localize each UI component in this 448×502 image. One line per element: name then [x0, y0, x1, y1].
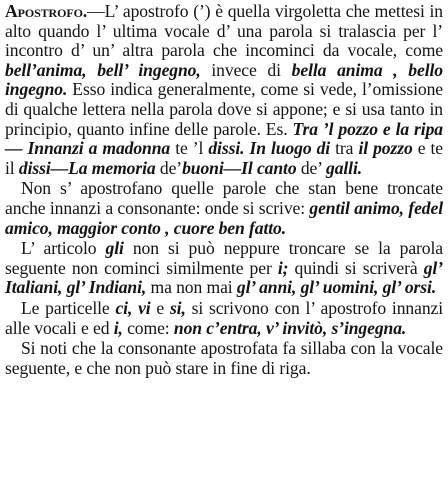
paragraph-articolo-gli	[5, 239, 443, 298]
text-run: e te il	[5, 138, 443, 178]
emphasized-text: bell’anima, bell’ ingegno,	[5, 59, 201, 80]
emphasized-text: bella anima , bello ingegno.	[5, 59, 443, 100]
emphasized-text: il pozzo	[358, 138, 413, 159]
emphasized-text: gl’ Italiani, gl’ Indiani,	[5, 257, 443, 298]
paragraph-particelle	[5, 299, 443, 338]
text-run: Non s’ apostrofano quelle parole che stan bene troncate anche innanzi a consonante: onde si scrive:	[5, 178, 443, 218]
section-heading: Apostrofo.	[5, 1, 88, 21]
emphasized-text: Tra ’l pozzo e la ripa — Innanzi a madonna	[5, 118, 443, 159]
paragraph-sillaba-note	[5, 339, 443, 378]
text-run: non si può neppure troncare se la parola seguente non cominci similmente per	[5, 238, 443, 278]
text-run: e	[150, 297, 170, 318]
paragraph-troncate-words	[5, 179, 443, 238]
emphasized-text: ci, vi	[115, 297, 151, 318]
document-page	[5, 2, 443, 378]
emphasized-text: gli	[105, 238, 124, 259]
text-run: Si noti che la consonante apostrofata fa sillaba con la vocale seguente, e che non può stare in fine di riga.	[5, 338, 443, 378]
text-run: de’	[155, 157, 183, 178]
emphasized-text: dissi. In luogo di	[208, 138, 331, 159]
emphasized-text: dissi—La memoria	[18, 157, 156, 178]
emphasized-text: si,	[169, 297, 186, 318]
text-run: te ’l	[170, 138, 209, 159]
emphasized-text: buoni—Il canto	[182, 157, 297, 178]
text-run: invece di	[200, 59, 292, 80]
text-run: come:	[122, 317, 174, 338]
text-run: Le particelle	[21, 297, 116, 318]
emphasized-text: i;	[277, 257, 289, 278]
emphasized-text: galli.	[326, 157, 363, 178]
text-run: de’	[296, 157, 326, 178]
emphasized-text: gl’ anni, gl’ uomini, gl’ orsi.	[236, 277, 437, 298]
text-run: tra	[330, 138, 359, 159]
paragraph-apostrofo-definition	[5, 2, 443, 178]
emphasized-text: gentil animo, fedel amico, maggior conto , cuore ben fatto.	[5, 197, 444, 238]
text-run: quindi si scriverà	[288, 257, 424, 278]
text-run: si scrivono con l’ apostrofo innanzi alle vocali e ed	[5, 297, 444, 338]
emphasized-text: non c’entra, v’ invitò, s’ingegna.	[173, 317, 407, 338]
text-run: ma non mai	[146, 277, 237, 298]
emphasized-text: i,	[113, 317, 123, 338]
text-run: —L’ apostrofo (’) è quella virgoletta che mettesi in alto quando l’ ultima vocale d’ una parola si tralascia per l’ incontro d’ un’ altra parola che incominci da vocale, come	[5, 1, 443, 61]
text-run: L’ articolo	[21, 238, 106, 259]
text-run: Esso indica generalmente, come si vede, l’omissione di qualche lettera nella parola dove si appone; e si usa tanto in principio, quanto infine delle parole. Es.	[5, 79, 443, 139]
